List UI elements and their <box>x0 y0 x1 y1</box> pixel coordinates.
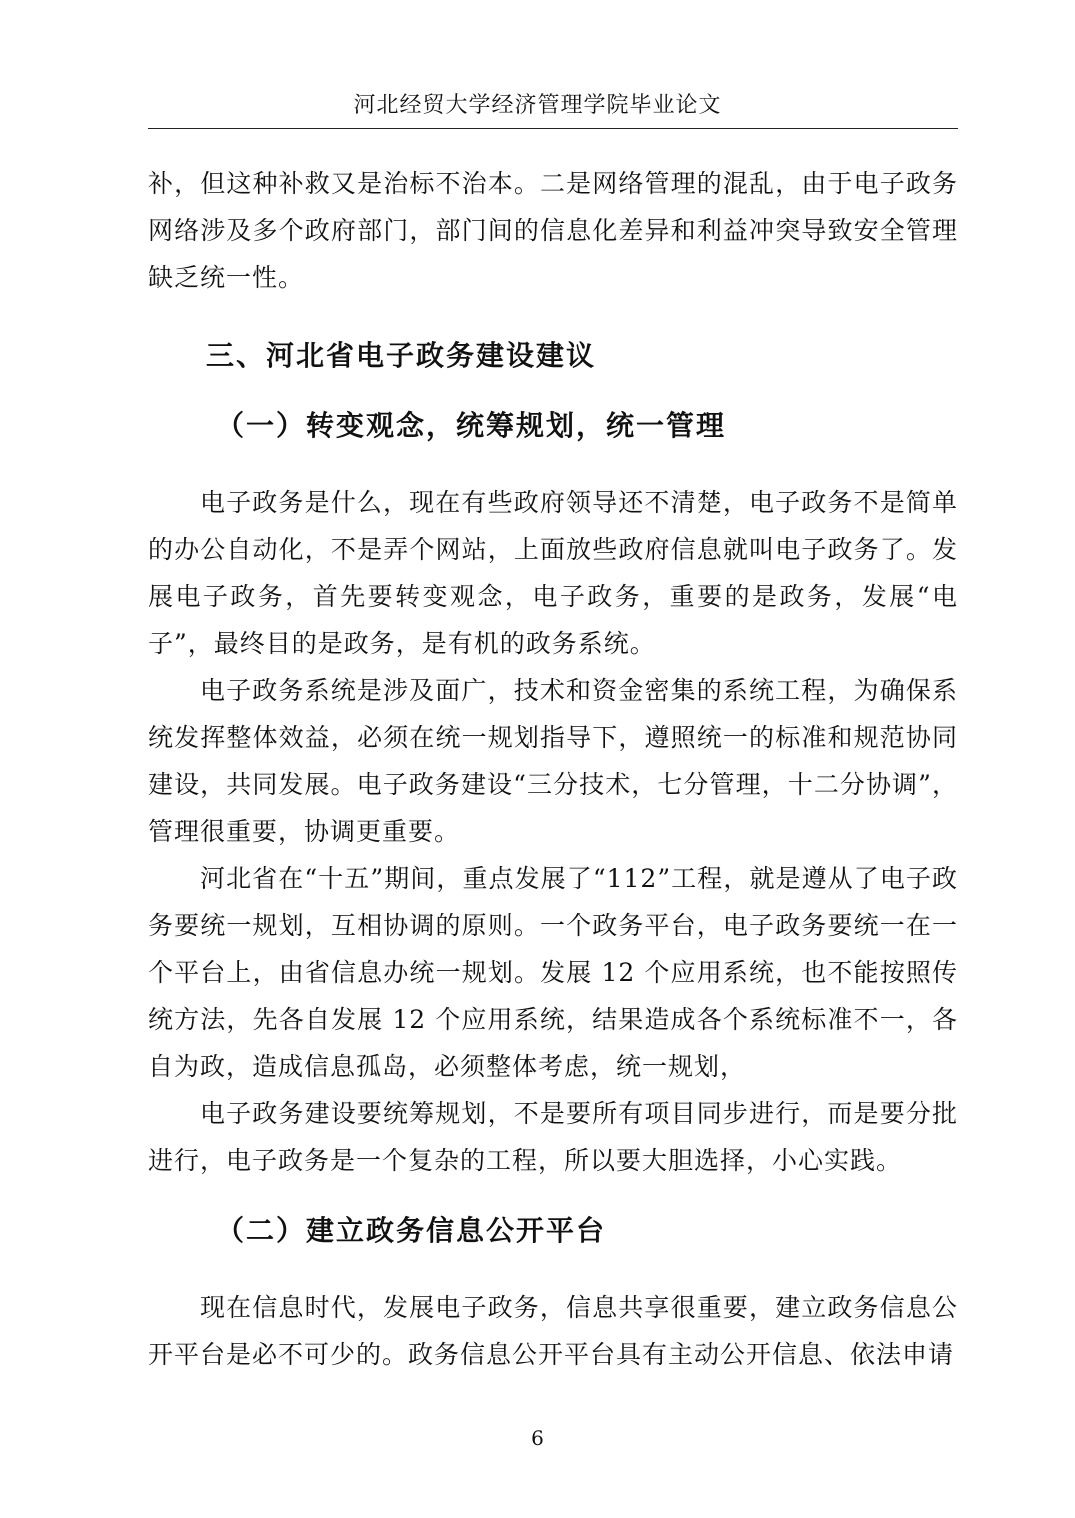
page-body <box>148 160 958 1378</box>
paragraph: 电子政务是什么，现在有些政府领导还不清楚，电子政务不是简单的办公自动化，不是弄个网站，上面放些政府信息就叫电子政务了。发展电子政务，首先要转变观念，电子政务，重要的是政务，发展“电子”，最终目的是政务，是有机的政务系统。 <box>148 488 958 658</box>
section-heading: 三、河北省电子政务建设建议 <box>206 339 597 372</box>
running-header: 河北经贸大学经济管理学院毕业论文 <box>353 93 722 118</box>
paragraph: 电子政务建设要统筹规划，不是要所有项目同步进行，而是要分批进行，电子政务是一个复杂的工程，所以要大胆选择，小心实践。 <box>148 1099 958 1175</box>
page-number: 6 <box>531 1426 544 1450</box>
subsection-1-heading: （一）转变观念，统筹规划，统一管理 <box>216 409 727 442</box>
carryover-paragraph: 补，但这种补救又是治标不治本。二是网络管理的混乱，由于电子政务网络涉及多个政府部门，部门间的信息化差异和利益冲突导致安全管理缺乏统一性。 <box>148 169 958 292</box>
paragraph: 电子政务系统是涉及面广，技术和资金密集的系统工程，为确保系统发挥整体效益，必须在统一规划指导下，遵照统一的标准和规范协同建设，共同发展。电子政务建设“三分技术，七分管理，十二分协调”，管理很重要，协调更重要。 <box>148 676 958 846</box>
paragraph: 现在信息时代，发展电子政务，信息共享很重要，建立政务信息公开平台是必不可少的。政务信息公开平台具有主动公开信息、依法申请 <box>148 1293 958 1369</box>
paragraph: 河北省在“十五”期间，重点发展了“112”工程，就是遵从了电子政务要统一规划，互相协调的原则。一个政务平台，电子政务要统一在一个平台上，由省信息办统一规划。发展 12 个应用系统，也不能按照传统方法，先各自发展 12 个应用系统，结果造成各个系统标准不一，各自为政，造成信息孤岛，必须整体考虑，统一规划， <box>148 864 958 1081</box>
header-rule <box>148 128 958 129</box>
subsection-2-heading: （二）建立政务信息公开平台 <box>216 1214 607 1247</box>
